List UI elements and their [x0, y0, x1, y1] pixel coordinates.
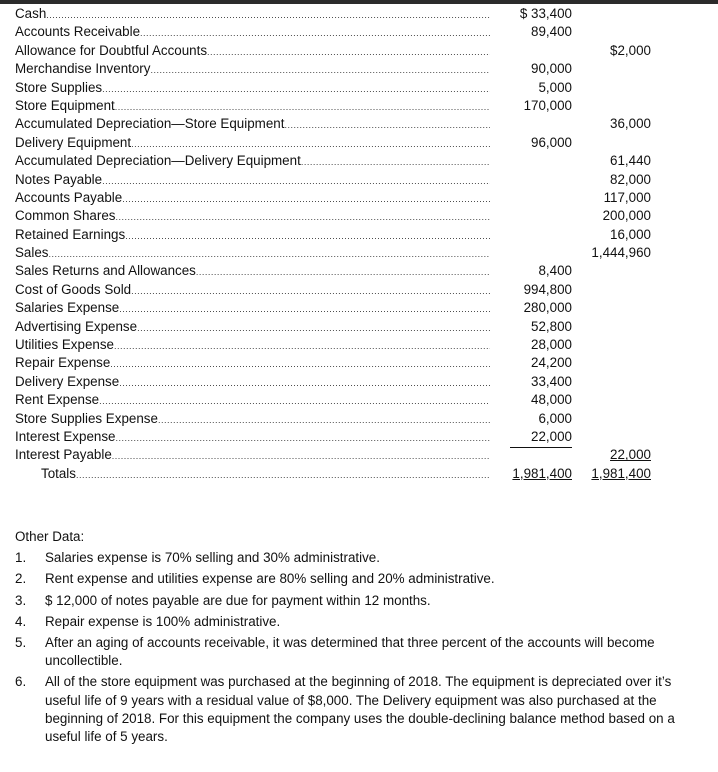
- ledger-row: [0, 410, 718, 428]
- debit-amount: 170,000: [523, 97, 572, 113]
- account-name: Accounts Receivable .....: [15, 23, 490, 42]
- debit-amount: 33,400: [531, 373, 572, 389]
- other-data-item: [15, 570, 695, 588]
- ledger-row: [0, 152, 718, 170]
- ledger-row: [0, 318, 718, 336]
- item-number: 5.: [15, 635, 27, 651]
- ledger-row: [0, 226, 718, 244]
- credit-amount: 36,000: [610, 116, 651, 132]
- account-name: Merchandise Inventory .....: [15, 60, 490, 79]
- debit-amount: 24,200: [531, 355, 572, 371]
- ledger-row: [0, 391, 718, 409]
- account-name: Store Supplies .....: [15, 79, 490, 98]
- account-name: Delivery Expense .....: [15, 373, 490, 392]
- ledger-row: [0, 207, 718, 225]
- account-name: Common Shares .....: [15, 207, 490, 226]
- debit-amount: 48,000: [531, 392, 572, 408]
- debit-amount: 280,000: [523, 300, 572, 316]
- credit-amount: 200,000: [602, 208, 651, 224]
- account-name: Accounts Payable .....: [15, 189, 490, 208]
- ledger-row: [0, 336, 718, 354]
- credit-amount: 82,000: [610, 171, 651, 187]
- item-number: 3.: [15, 592, 27, 608]
- account-name: Sales .....: [15, 244, 490, 263]
- debit-amount: 6,000: [538, 410, 572, 426]
- debit-amount: 8,400: [538, 263, 572, 279]
- credit-total: 1,981,400: [591, 465, 651, 481]
- account-name: Advertising Expense .....: [15, 318, 490, 337]
- ledger-row: [0, 23, 718, 41]
- account-name: Cost of Goods Sold .....: [15, 281, 490, 300]
- account-name: Sales Returns and Allowances .....: [15, 262, 490, 281]
- ledger-row: [0, 134, 718, 152]
- debit-amount: 96,000: [531, 134, 572, 150]
- item-number: 2.: [15, 571, 27, 587]
- ledger-row: [0, 115, 718, 133]
- debit-amount: 89,400: [531, 24, 572, 40]
- ledger-row: [0, 373, 718, 391]
- account-name: Notes Payable .....: [15, 171, 490, 190]
- debit-amount: 994,800: [523, 281, 572, 297]
- account-name: Interest Payable .....: [15, 446, 490, 465]
- account-name: Interest Expense .....: [15, 428, 490, 447]
- credit-amount: 61,440: [610, 153, 651, 169]
- ledger-row: [0, 446, 718, 464]
- debit-amount: 5,000: [538, 79, 572, 95]
- item-text: Rent expense and utilities expense are 80% selling and 20% administrative.: [45, 571, 495, 587]
- credit-amount: 16,000: [610, 226, 651, 242]
- account-name: Allowance for Doubtful Accounts .....: [15, 42, 490, 61]
- totals-label: Totals .....: [41, 465, 490, 484]
- debit-amount: 22,000: [531, 428, 572, 444]
- ledger-row: [0, 5, 718, 23]
- debit-total: 1,981,400: [512, 465, 572, 481]
- item-text: Repair expense is 100% administrative.: [45, 613, 281, 629]
- credit-amount: 117,000: [603, 189, 651, 205]
- other-data-item: [15, 673, 695, 746]
- other-data-title: Other Data:: [15, 529, 85, 544]
- account-name: Repair Expense .....: [15, 354, 490, 373]
- debit-amount: 52,800: [531, 318, 572, 334]
- ledger-row: [0, 262, 718, 280]
- other-data-item: [15, 592, 695, 610]
- account-name: Accumulated Depreciation—Delivery Equipment .....: [15, 152, 490, 171]
- account-name: Accumulated Depreciation—Store Equipment .....: [15, 115, 490, 134]
- item-text: $ 12,000 of notes payable are due for payment within 12 months.: [45, 592, 431, 608]
- account-name: Store Equipment .....: [15, 97, 490, 116]
- item-number: 4.: [15, 613, 27, 629]
- account-name: Utilities Expense .....: [15, 336, 490, 355]
- debit-amount: $ 33,400: [519, 6, 572, 21]
- other-data-section: [15, 528, 695, 749]
- account-name: Store Supplies Expense .....: [15, 410, 490, 429]
- ledger-row: [0, 79, 718, 97]
- other-data-item: [15, 549, 695, 567]
- ledger-row: [0, 60, 718, 78]
- credit-amount: $2,000: [610, 42, 651, 58]
- ledger-row: [0, 244, 718, 262]
- debit-amount: 28,000: [531, 337, 572, 353]
- ledger-row: [0, 428, 718, 446]
- ledger-row: [0, 42, 718, 60]
- item-text: Salaries expense is 70% selling and 30% administrative.: [45, 550, 380, 566]
- credit-amount: 1,444,960: [591, 245, 651, 261]
- debit-amount: 90,000: [531, 61, 572, 77]
- top-border: [0, 0, 718, 4]
- ledger-row: [0, 171, 718, 189]
- trial-balance-table: [0, 5, 718, 483]
- ledger-row: [0, 97, 718, 115]
- item-text: After an aging of accounts receivable, it was determined that three percent of the accounts will become uncollectible.: [45, 635, 655, 669]
- item-text: All of the store equipment was purchased at the beginning of 2018. The equipment is depreciated over it’s useful life of 9 years with a residual value of $8,000. The Delivery equipment was also purchased at the beginning of 2018. For this equipment the company uses the double-declining balance method based on a useful life of 5 years.: [45, 674, 675, 745]
- other-data-item: [15, 634, 695, 670]
- credit-amount: 22,000: [610, 447, 651, 463]
- ledger-row: [0, 354, 718, 372]
- account-name: Rent Expense .....: [15, 391, 490, 410]
- other-data-list: [15, 549, 695, 746]
- ledger-row: [0, 189, 718, 207]
- account-name: Salaries Expense .....: [15, 299, 490, 318]
- item-number: 1.: [15, 550, 27, 566]
- account-name: Cash .....: [15, 5, 490, 24]
- account-name: Delivery Equipment .....: [15, 134, 490, 153]
- totals-row: [0, 465, 718, 483]
- account-name: Retained Earnings .....: [15, 226, 490, 245]
- other-data-item: [15, 613, 695, 631]
- ledger-row: [0, 299, 718, 317]
- ledger-row: [0, 281, 718, 299]
- item-number: 6.: [15, 674, 27, 690]
